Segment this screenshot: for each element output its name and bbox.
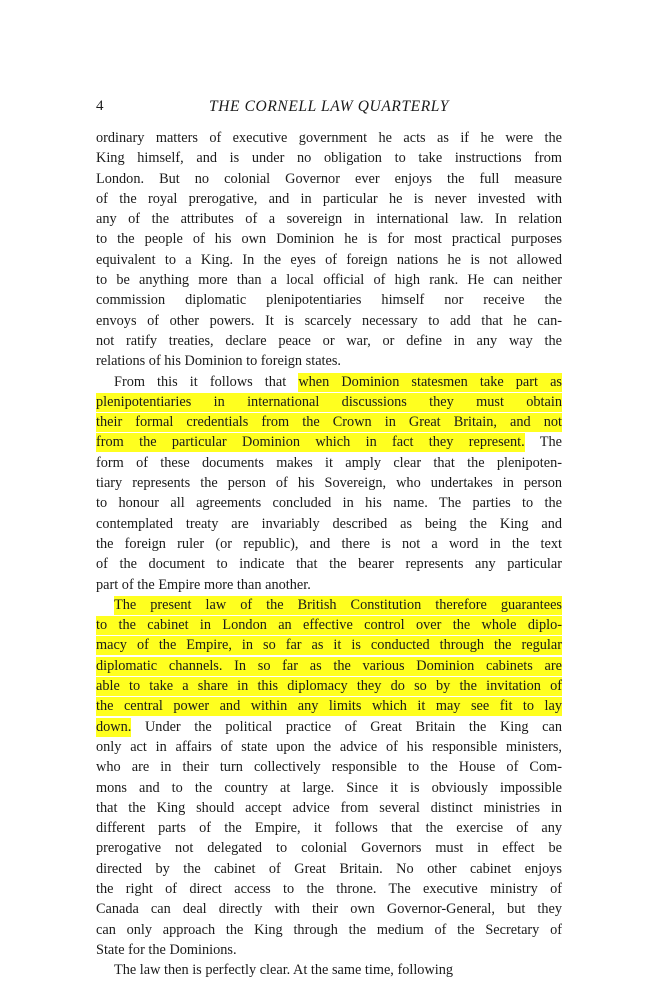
text-line [96, 778, 562, 798]
text-line [96, 595, 562, 615]
text-line [96, 453, 562, 473]
highlighted-text: down. [96, 718, 132, 735]
text-line [96, 798, 562, 818]
text-segment: envoys of other powers. It is scarcely necessary to add that he can- [96, 312, 562, 329]
text-line [96, 514, 562, 534]
text-segment: to the people of his own Dominion he is for most practical purposes [96, 231, 562, 248]
text-segment: London. But no colonial Governor ever enjoys the full measure [96, 170, 562, 187]
text-segment: to be anything more than a local official of high rank. He can neither [96, 272, 562, 289]
text-line [96, 554, 562, 574]
text-segment: form of these documents makes it amply clear that the plenipoten- [96, 454, 562, 471]
highlighted-text: their formal credentials from the Crown in Great Britain, and not [96, 414, 562, 431]
text-line [96, 696, 562, 716]
text-line [96, 615, 562, 635]
text-segment: relations of his Dominion to foreign states. [96, 353, 341, 370]
text-line [96, 372, 562, 392]
text-line [96, 534, 562, 554]
text-segment: of the royal prerogative, and in particular he is never invested with [96, 190, 562, 207]
running-title: THE CORNELL LAW QUARTERLY [209, 98, 449, 115]
text-line [96, 493, 562, 513]
highlighted-text: when Dominion statesmen take part as [298, 373, 562, 390]
text-line [96, 940, 562, 960]
text-segment: King himself, and is under no obligation to take instructions from [96, 150, 562, 167]
highlighted-text: diplomatic channels. In so far as the various Dominion cabinets are [96, 657, 562, 674]
text-segment: to honour all agreements concluded in his name. The parties to the [96, 495, 562, 512]
text-segment: the foreign ruler (or republic), and there is not a word in the text [96, 535, 562, 552]
text-segment: Under the political practice of Great Britain the King can [131, 718, 562, 735]
text-line [96, 189, 562, 209]
text-line [96, 169, 562, 189]
text-segment: can only approach the King through the medium of the Secretary of [96, 921, 562, 938]
text-line [96, 656, 562, 676]
text-segment: The law then is perfectly clear. At the same time, following [114, 962, 454, 979]
text-line [96, 676, 562, 696]
text-segment: Canada can deal directly with their own Governor-General, but they [96, 901, 562, 918]
text-segment: that the King should accept advice from several distinct ministries in [96, 799, 562, 816]
highlighted-text: able to take a share in this diplomacy they do so by the invitation of [96, 678, 562, 695]
text-line [96, 737, 562, 757]
text-line [96, 960, 562, 980]
text-line [96, 290, 562, 310]
text-line [96, 311, 562, 331]
highlighted-text: to the cabinet in London an effective control over the whole diplo- [96, 617, 562, 634]
text-line [96, 351, 562, 371]
text-line [96, 879, 562, 899]
text-line [96, 757, 562, 777]
text-segment: any of the attributes of a sovereign in international law. In relation [96, 211, 562, 228]
text-line [96, 128, 562, 148]
text-line [96, 209, 562, 229]
text-line [96, 148, 562, 168]
highlighted-text: The present law of the British Constitution therefore guarantees [114, 596, 562, 613]
page-number: 4 [96, 98, 104, 114]
text-line [96, 432, 562, 452]
text-segment: State for the Dominions. [96, 941, 237, 958]
text-line [96, 717, 562, 737]
body-text [96, 128, 562, 980]
text-line [96, 635, 562, 655]
text-line [96, 250, 562, 270]
text-line [96, 818, 562, 838]
text-line [96, 270, 562, 290]
text-segment: commission diplomatic plenipotentiaries himself nor receive the [96, 292, 562, 309]
text-line [96, 412, 562, 432]
text-segment: mons and to the country at large. Since it is obviously impossible [96, 779, 562, 796]
text-segment: tiary represents the person of his Sovereign, who undertakes in person [96, 475, 562, 492]
text-line [96, 920, 562, 940]
text-segment: only act in affairs of state upon the advice of his responsible ministers, [96, 738, 562, 755]
text-segment: of the document to indicate that the bearer represents any particular [96, 556, 562, 573]
text-segment: not ratify treaties, declare peace or war, or define in any way the [96, 332, 562, 349]
text-segment: part of the Empire more than another. [96, 576, 311, 593]
text-line [96, 859, 562, 879]
text-line [96, 575, 562, 595]
text-line [96, 899, 562, 919]
highlighted-text: the central power and within any limits which it may see fit to lay [96, 698, 562, 715]
text-line [96, 331, 562, 351]
text-line [96, 229, 562, 249]
highlighted-text: macy of the Empire, in so far as it is conducted through the regular [96, 637, 562, 654]
text-segment: directed by the cabinet of Great Britain. No other cabinet enjoys [96, 860, 562, 877]
text-segment: From this it follows that [114, 373, 299, 390]
highlighted-text: from the particular Dominion which in fact they represent. [96, 434, 525, 451]
text-segment: who are in their turn collectively responsible to the House of Com- [96, 759, 562, 776]
text-segment: The [524, 434, 562, 451]
text-segment: equivalent to a King. In the eyes of foreign nations he is not allowed [96, 251, 562, 268]
page-header [96, 98, 562, 118]
text-segment: prerogative not delegated to colonial Governors must in effect be [96, 840, 562, 857]
text-line [96, 392, 562, 412]
text-line [96, 838, 562, 858]
text-line [96, 473, 562, 493]
text-segment: contemplated treaty are invariably described as being the King and [96, 515, 562, 532]
text-segment: ordinary matters of executive government he acts as if he were the [96, 130, 562, 146]
text-segment: the right of direct access to the throne. The executive ministry of [96, 880, 562, 897]
highlighted-text: plenipotentiaries in international discussions they must obtain [96, 393, 562, 410]
text-segment: different parts of the Empire, it follows that the exercise of any [96, 820, 562, 837]
